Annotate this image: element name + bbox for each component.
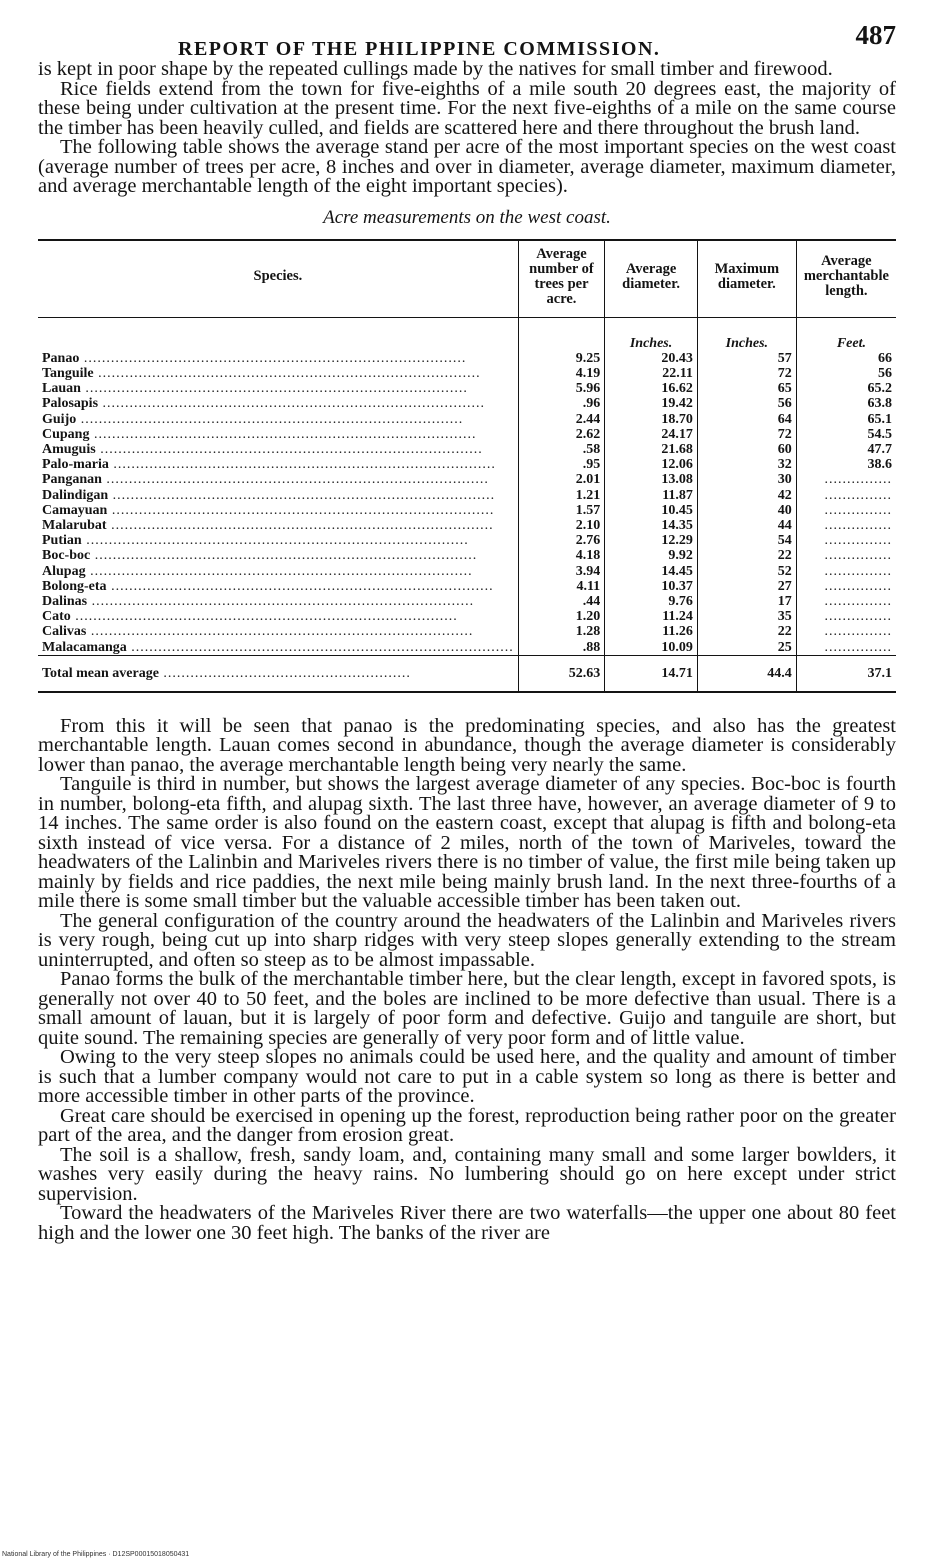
species-cell: Dalinas ..... — [38, 594, 518, 609]
avg-diameter-cell: 24.17 — [605, 427, 698, 442]
length-cell: 63.8 — [796, 396, 896, 411]
avg-diameter-cell: 9.92 — [605, 548, 698, 563]
total-max-diameter: 44.4 — [697, 655, 796, 692]
species-cell: Palo-maria ..... — [38, 457, 518, 472]
trees-cell: .44 — [518, 594, 604, 609]
avg-diameter-cell: 13.08 — [605, 472, 698, 487]
paragraph: The soil is a shallow, fresh, sandy loam, and, containing many small and some larger bowlders, it washes very easily during the heavy rains. No lumbering should go on here except under strict supervision. — [38, 1143, 896, 1205]
max-diameter-cell: 27 — [697, 579, 796, 594]
length-cell — [796, 564, 896, 579]
paragraph: is kept in poor shape by the repeated cullings made by the natives for small timber and firewood. — [38, 58, 833, 80]
table-row — [38, 457, 896, 472]
acre-measurements-table — [38, 239, 896, 693]
max-diameter-cell: 22 — [697, 624, 796, 639]
max-diameter-cell: 32 — [697, 457, 796, 472]
running-title: REPORT OF THE PHILIPPINE COMMISSION. — [178, 38, 661, 60]
trees-cell: 3.94 — [518, 564, 604, 579]
length-cell — [796, 472, 896, 487]
total-row — [38, 655, 896, 692]
table-row — [38, 442, 896, 457]
max-diameter-cell: 54 — [697, 533, 796, 548]
table-row — [38, 427, 896, 442]
max-diameter-cell: 72 — [697, 366, 796, 381]
species-cell: Bolong-eta ..... — [38, 579, 518, 594]
length-cell — [796, 533, 896, 548]
units-row — [38, 317, 896, 351]
table-header-row — [38, 240, 896, 318]
avg-diameter-cell: 16.62 — [605, 381, 698, 396]
paragraph: The general configuration of the country around the headwaters of the Lalinbin and Mariveles rivers is very rough, being cut up into sharp ridges with very steep slopes generally extending to the stream uninterrupted, and often so steep as to be almost impassable. — [38, 909, 896, 971]
trees-cell: 4.18 — [518, 548, 604, 563]
length-cell — [796, 594, 896, 609]
avg-diameter-cell: 12.06 — [605, 457, 698, 472]
length-cell — [796, 579, 896, 594]
table-row — [38, 579, 896, 594]
paragraph: The following table shows the average stand per acre of the most important species on the west coast (average number of trees per acre, 8 inches and over in diameter, average diameter, maximum diameter, and average merchantable length of the eight important species). — [38, 136, 896, 197]
max-diameter-cell: 22 — [697, 548, 796, 563]
table-row — [38, 594, 896, 609]
species-cell: Malacamanga ..... — [38, 640, 518, 656]
max-diameter-cell: 44 — [697, 518, 796, 533]
table-row — [38, 503, 896, 518]
paragraph: Great care should be exercised in opening up the forest, reproduction being rather poor on the greater part of the area, and the danger from erosion great. — [38, 1104, 896, 1147]
species-cell: Putian ..... — [38, 533, 518, 548]
table-row — [38, 624, 896, 639]
species-cell: Panao ..... — [38, 351, 518, 366]
total-label: Total mean average ..... — [38, 655, 518, 692]
table-row — [38, 472, 896, 487]
length-cell — [796, 640, 896, 656]
avg-diameter-cell: 11.87 — [605, 488, 698, 503]
merchantable-length-header: Average merchantable length. — [796, 240, 896, 318]
length-cell — [796, 609, 896, 624]
paragraph: Rice fields extend from the town for five-eighths of a mile south 20 degrees east, the majority of these being under cultivation at the present time. For the next five-eighths of a mile on the same course the timber has been heavily culled, and fields are scattered here and there throughout the brush land. — [38, 77, 896, 139]
total-trees: 52.63 — [518, 655, 604, 692]
max-diameter-cell: 17 — [697, 594, 796, 609]
max-diameter-cell: 35 — [697, 609, 796, 624]
paragraph: Owing to the very steep slopes no animals could be used here, and the quality and amount of timber is such that a lumber company would not care to put in a cable system so long as there is better and more accessible timber in other parts of the province. — [38, 1046, 896, 1108]
table-row — [38, 366, 896, 381]
trees-cell: .88 — [518, 640, 604, 656]
length-cell — [796, 518, 896, 533]
paragraph: From this it will be seen that panao is the predominating species, and also has the greatest merchantable length. Lauan comes second in abundance, though the average diameter is considerably lower than panao, the average merchantable length being very nearly the same. — [38, 714, 896, 776]
max-diameter-cell: 64 — [697, 412, 796, 427]
table-row — [38, 488, 896, 503]
trees-cell: 4.19 — [518, 366, 604, 381]
page-header — [38, 18, 896, 60]
table-row — [38, 609, 896, 624]
avg-diameter-cell: 11.26 — [605, 624, 698, 639]
species-cell: Cato ..... — [38, 609, 518, 624]
avg-diameter-cell: 14.45 — [605, 564, 698, 579]
trees-cell: 2.10 — [518, 518, 604, 533]
max-diameter-cell: 30 — [697, 472, 796, 487]
max-diameter-cell: 42 — [697, 488, 796, 503]
body-text — [38, 714, 896, 1244]
avg-diameter-cell: 10.09 — [605, 640, 698, 656]
avg-diameter-cell: 22.11 — [605, 366, 698, 381]
length-cell — [796, 503, 896, 518]
max-diameter-unit: Inches. — [697, 317, 796, 351]
species-cell: Camayuan ..... — [38, 503, 518, 518]
avg-diameter-cell: 18.70 — [605, 412, 698, 427]
avg-diameter-cell: 12.29 — [605, 533, 698, 548]
length-cell — [796, 488, 896, 503]
total-avg-diameter: 14.71 — [605, 655, 698, 692]
trees-cell: .58 — [518, 442, 604, 457]
units-spacer — [38, 317, 518, 351]
average-diameter-header: Average diameter. — [605, 240, 698, 318]
length-cell — [796, 548, 896, 563]
species-cell: Boc-boc ..... — [38, 548, 518, 563]
species-cell: Lauan ..... — [38, 381, 518, 396]
footer-credit: National Library of the Philippines · D12SP00015018050431 — [2, 1551, 190, 1558]
length-cell — [796, 624, 896, 639]
table-row — [38, 396, 896, 411]
intro-text — [38, 60, 896, 197]
trees-cell: 5.96 — [518, 381, 604, 396]
avg-diameter-unit: Inches. — [605, 317, 698, 351]
length-cell: 56 — [796, 366, 896, 381]
avg-diameter-cell: 11.24 — [605, 609, 698, 624]
trees-cell: 9.25 — [518, 351, 604, 366]
length-cell: 65.1 — [796, 412, 896, 427]
species-header: Species. — [38, 240, 518, 318]
avg-diameter-cell: 9.76 — [605, 594, 698, 609]
max-diameter-cell: 57 — [697, 351, 796, 366]
table-row — [38, 412, 896, 427]
trees-cell: .96 — [518, 396, 604, 411]
table-row — [38, 533, 896, 548]
units-spacer — [518, 317, 604, 351]
table-row — [38, 518, 896, 533]
trees-cell: .95 — [518, 457, 604, 472]
max-diameter-cell: 65 — [697, 381, 796, 396]
maximum-diameter-header: Maximum diameter. — [697, 240, 796, 318]
avg-diameter-cell: 21.68 — [605, 442, 698, 457]
species-cell: Palosapis ..... — [38, 396, 518, 411]
species-cell: Cupang ..... — [38, 427, 518, 442]
species-cell: Amuguis ..... — [38, 442, 518, 457]
max-diameter-cell: 60 — [697, 442, 796, 457]
table-row — [38, 640, 896, 656]
length-cell: 66 — [796, 351, 896, 366]
avg-diameter-cell: 19.42 — [605, 396, 698, 411]
trees-per-acre-header: Average number of trees per acre. — [518, 240, 604, 318]
max-diameter-cell: 56 — [697, 396, 796, 411]
page-number: 487 — [855, 20, 896, 50]
paragraph: Toward the headwaters of the Mariveles River there are two waterfalls—the upper one about 80 feet high and the lower one 30 feet high. The banks of the river are — [38, 1202, 896, 1244]
avg-diameter-cell: 14.35 — [605, 518, 698, 533]
species-cell: Tanguile ..... — [38, 366, 518, 381]
max-diameter-cell: 40 — [697, 503, 796, 518]
species-cell: Dalindigan ..... — [38, 488, 518, 503]
length-cell: 54.5 — [796, 427, 896, 442]
species-cell: Alupag ..... — [38, 564, 518, 579]
length-cell: 38.6 — [796, 457, 896, 472]
species-cell: Panganan ..... — [38, 472, 518, 487]
avg-diameter-cell: 20.43 — [605, 351, 698, 366]
length-cell: 47.7 — [796, 442, 896, 457]
max-diameter-cell: 25 — [697, 640, 796, 656]
trees-cell: 2.44 — [518, 412, 604, 427]
trees-cell: 2.01 — [518, 472, 604, 487]
max-diameter-cell: 52 — [697, 564, 796, 579]
avg-diameter-cell: 10.45 — [605, 503, 698, 518]
table-caption: Acre measurements on the west coast. — [323, 206, 611, 228]
total-length: 37.1 — [796, 655, 896, 692]
paragraph: Panao forms the bulk of the merchantable timber here, but the clear length, except in favored spots, is generally not over 40 to 50 feet, and the boles are inclined to be more defective than usual. There is a small amount of lauan, but it is largely of poor form and defective. Guijo and tanguile are short, but quite sound. The remaining species are generally of very poor form and of little value. — [38, 968, 896, 1049]
species-cell: Malarubat ..... — [38, 518, 518, 533]
avg-diameter-cell: 10.37 — [605, 579, 698, 594]
max-diameter-cell: 72 — [697, 427, 796, 442]
species-cell: Guijo ..... — [38, 412, 518, 427]
table-row — [38, 381, 896, 396]
table-row — [38, 351, 896, 366]
trees-cell: 2.62 — [518, 427, 604, 442]
length-unit: Feet. — [796, 317, 896, 351]
trees-cell: 1.20 — [518, 609, 604, 624]
trees-cell: 2.76 — [518, 533, 604, 548]
table-row — [38, 548, 896, 563]
species-cell: Calivas ..... — [38, 624, 518, 639]
trees-cell: 1.28 — [518, 624, 604, 639]
trees-cell: 1.21 — [518, 488, 604, 503]
trees-cell: 4.11 — [518, 579, 604, 594]
trees-cell: 1.57 — [518, 503, 604, 518]
paragraph: Tanguile is third in number, but shows the largest average diameter of any species. Boc-boc is fourth in number, bolong-eta fifth, and alupag sixth. The last three have, however, an average diameter of 9 to 14 inches. The same order is also found on the eastern coast, except that alupag is fifth and bolong-eta sixth instead of vice versa. For a distance of 2 miles, north of the town of Mariveles, toward the headwaters of the Lalinbin and Mariveles rivers there is no timber of value, the first mile being taken up mainly by fields and rice paddies, the next mile being mainly brush land. In the next three-fourths of a mile there is some small timber but the valuable accessible timber has been taken out. — [38, 773, 896, 913]
table-body — [38, 317, 896, 655]
table-row — [38, 564, 896, 579]
length-cell: 65.2 — [796, 381, 896, 396]
